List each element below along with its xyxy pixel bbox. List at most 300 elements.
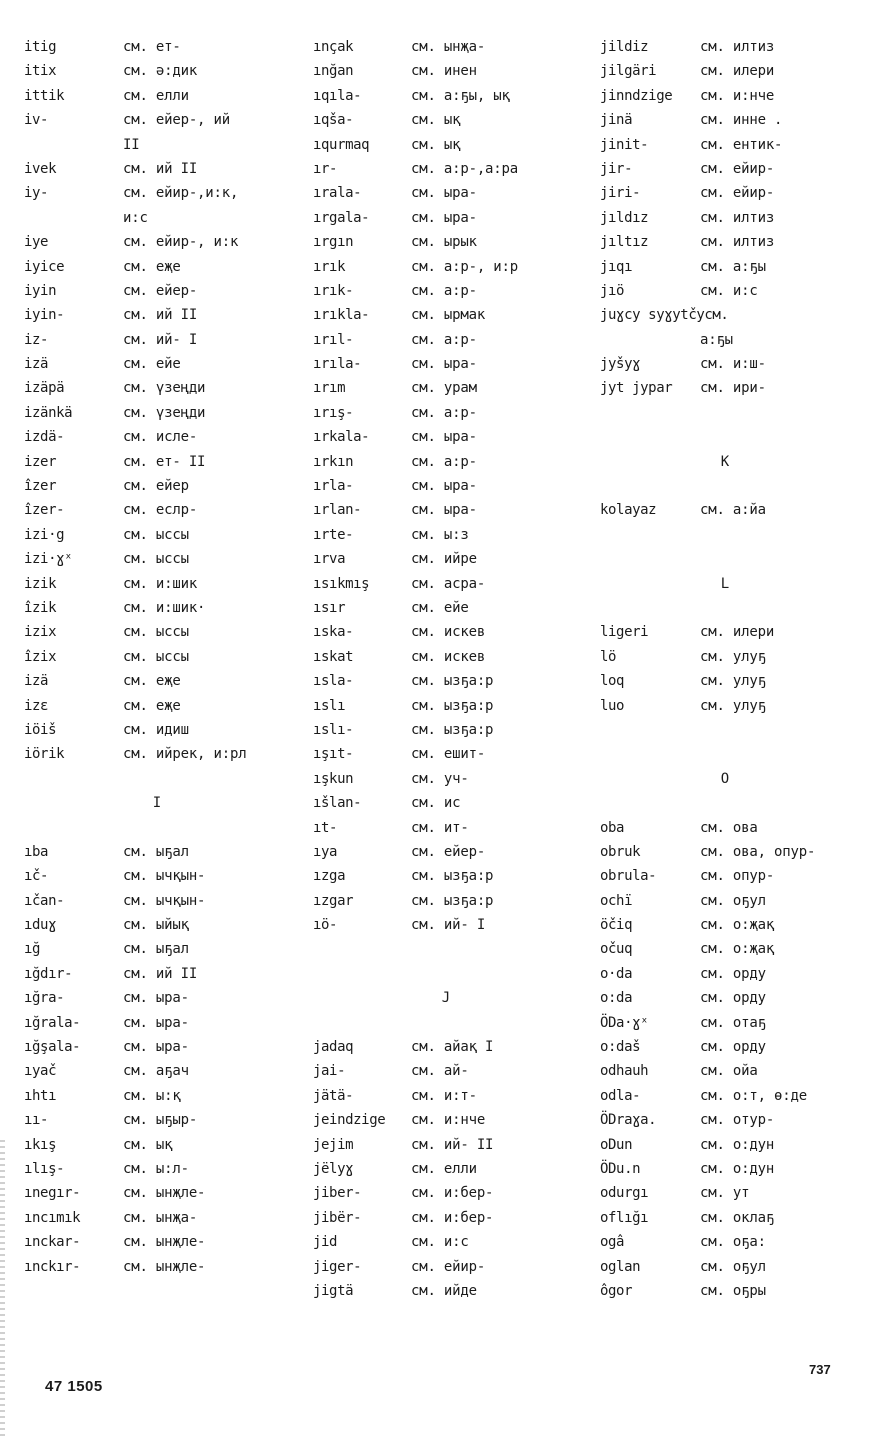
entry-cross-reference: см. еҗе — [123, 673, 181, 690]
entry-headword: ığ — [24, 941, 41, 958]
dictionary-entry — [313, 889, 579, 913]
entry-cross-reference: см. ий- II — [411, 1136, 494, 1153]
entry-cross-reference: см. о:дун — [700, 1136, 775, 1153]
dictionary-entry — [600, 425, 850, 449]
entry-cross-reference: см. ыссы — [123, 551, 189, 568]
entry-cross-reference: см. ейир-, и:к — [123, 234, 239, 251]
dictionary-entry — [600, 376, 850, 400]
dictionary-entry — [24, 255, 290, 279]
section-heading-row — [600, 572, 850, 596]
entry-cross-reference: см. отур- — [700, 1112, 775, 1129]
entry-cross-reference: см. а:ҕы, ық — [411, 87, 510, 104]
dictionary-entry — [600, 1108, 850, 1132]
dictionary-entry — [24, 230, 290, 254]
dictionary-entry — [600, 157, 850, 181]
dictionary-entry — [600, 1255, 850, 1279]
entry-headword: ıqıla- — [313, 87, 362, 104]
dictionary-entry — [600, 694, 850, 718]
entry-cross-reference: см. илтиз — [700, 209, 775, 226]
dictionary-column-2 — [313, 35, 579, 1303]
entry-cross-reference: см. ейер-, ий — [123, 112, 230, 129]
dictionary-entry — [24, 133, 290, 157]
entry-cross-reference: см. ынҗле- — [123, 1234, 206, 1251]
entry-cross-reference: см. ейе — [123, 356, 181, 373]
entry-cross-reference: см. үзеңди — [123, 380, 206, 397]
entry-headword: jir- — [600, 160, 633, 177]
entry-headword: ıslı — [313, 697, 346, 714]
entry-cross-reference: см. и:нче — [700, 87, 775, 104]
dictionary-entry — [313, 962, 579, 986]
dictionary-entry — [313, 694, 579, 718]
entry-headword: jıltız — [600, 234, 649, 251]
entry-headword: ochï — [600, 892, 633, 909]
entry-cross-reference: см. оҕа: — [700, 1234, 766, 1251]
entry-headword: itix — [24, 63, 57, 80]
dictionary-entry — [600, 1035, 850, 1059]
entry-headword: luo — [600, 697, 625, 714]
entry-cross-reference: см. ыра- — [411, 209, 477, 226]
entry-headword: ırık- — [313, 282, 354, 299]
entry-cross-reference: см. ынҗа- — [123, 1209, 198, 1226]
entry-headword: ıskat — [313, 648, 354, 665]
entry-cross-reference: см. ық — [411, 136, 461, 153]
entry-cross-reference: см. оҕул — [700, 892, 766, 909]
entry-cross-reference: см. а:р- — [411, 282, 477, 299]
entry-headword: izix — [24, 624, 57, 641]
entry-cross-reference: см. илтиз — [700, 39, 775, 55]
entry-headword: iyin — [24, 282, 57, 299]
entry-headword: jid — [313, 1234, 338, 1251]
entry-cross-reference: см. ейер — [123, 478, 189, 495]
dictionary-entry — [313, 620, 579, 644]
dictionary-entry — [313, 1255, 579, 1279]
dictionary-entry — [600, 352, 850, 376]
entry-headword: ittik — [24, 87, 65, 104]
dictionary-entry — [24, 425, 290, 449]
dictionary-entry — [313, 840, 579, 864]
entry-headword: ıduɣ — [24, 917, 57, 934]
entry-headword: očuq — [600, 941, 633, 958]
entry-headword: ıt- — [313, 819, 338, 836]
dictionary-entry — [600, 206, 850, 230]
dictionary-entry — [24, 279, 290, 303]
entry-headword: jadaq — [313, 1039, 354, 1056]
dictionary-entry — [313, 816, 579, 840]
entry-headword: ırva — [313, 551, 346, 568]
dictionary-entry — [600, 523, 850, 547]
entry-headword: ırte- — [313, 526, 354, 543]
entry-cross-reference: см. ыссы — [123, 648, 189, 665]
entry-cross-reference: см. ыра- — [123, 990, 189, 1007]
dictionary-entry — [600, 596, 850, 620]
dictionary-entry — [600, 889, 850, 913]
entry-cross-reference: см. ыра- — [411, 429, 477, 446]
dictionary-entry — [313, 1084, 579, 1108]
entry-headword: ıba — [24, 843, 49, 860]
dictionary-entry — [24, 718, 290, 742]
entry-headword: jeindzige — [313, 1112, 386, 1129]
entry-cross-reference: см. ейир- — [411, 1258, 486, 1275]
dictionary-entry — [24, 962, 290, 986]
entry-cross-reference: см. ә:дик — [123, 63, 198, 80]
entry-cross-reference: см. и:бер- — [411, 1209, 494, 1226]
dictionary-entry — [24, 742, 290, 766]
dictionary-entry — [24, 59, 290, 83]
entry-headword: iyin- — [24, 307, 65, 324]
dictionary-entry — [313, 230, 579, 254]
entry-headword: ırlan- — [313, 502, 362, 519]
entry-headword: jyt jypar — [600, 380, 673, 397]
entry-headword: jibër- — [313, 1209, 362, 1226]
entry-headword: izänkä — [24, 404, 73, 421]
entry-cross-reference: см. ычқын- — [123, 892, 206, 909]
dictionary-entry — [313, 1133, 579, 1157]
dictionary-entry — [600, 230, 850, 254]
entry-cross-reference: см. ы:л- — [123, 1160, 189, 1177]
dictionary-entry — [24, 1108, 290, 1132]
entry-cross-reference: см. и:с — [411, 1234, 469, 1251]
entry-headword: oDun — [600, 1136, 633, 1153]
entry-headword: lö — [600, 648, 617, 665]
entry-headword: îzer — [24, 478, 57, 495]
entry-cross-reference: см. ова, опур- — [700, 843, 816, 860]
dictionary-entry — [313, 279, 579, 303]
entry-cross-reference: см. ий II — [123, 307, 198, 324]
entry-cross-reference: см. ынҗле- — [123, 1185, 206, 1202]
entry-headword: ıslı- — [313, 721, 354, 738]
dictionary-entry — [313, 1011, 579, 1035]
dictionary-entry — [24, 645, 290, 669]
dictionary-entry — [24, 864, 290, 888]
entry-headword: ıya — [313, 843, 338, 860]
entry-headword: iv- — [24, 112, 49, 129]
dictionary-entry — [600, 279, 850, 303]
section-heading-row — [600, 767, 850, 791]
scan-edge-artifact — [0, 1140, 5, 1440]
entry-headword: ogâ — [600, 1234, 625, 1251]
dictionary-entry — [600, 742, 850, 766]
entry-cross-reference: см. ешит- — [411, 746, 486, 763]
dictionary-entry — [24, 913, 290, 937]
entry-cross-reference: см. оҕул — [700, 1258, 766, 1275]
entry-headword: ıč- — [24, 868, 49, 885]
entry-headword: jinit- — [600, 136, 649, 153]
dictionary-entry — [24, 328, 290, 352]
entry-headword: izi·ɣˣ — [24, 551, 73, 568]
dictionary-entry — [313, 1157, 579, 1181]
entry-cross-reference: см. а:йа — [700, 502, 766, 519]
entry-cross-reference: см. улуҕ — [700, 697, 766, 714]
entry-headword: izik — [24, 575, 57, 592]
entry-headword: iye — [24, 234, 49, 251]
entry-cross-reference: см. илери — [700, 624, 775, 641]
entry-headword: ığra- — [24, 990, 65, 1007]
dictionary-column-1 — [24, 35, 290, 1279]
dictionary-entry — [24, 986, 290, 1010]
dictionary-entry — [24, 1059, 290, 1083]
entry-cross-reference: см. ыра- — [411, 185, 477, 202]
entry-headword: îzer- — [24, 502, 65, 519]
section-letter-heading: J — [441, 990, 451, 1007]
entry-headword: jıö — [600, 282, 625, 299]
dictionary-entry — [600, 1206, 850, 1230]
section-letter-heading: I — [152, 795, 162, 812]
entry-headword: ınçak — [313, 39, 354, 55]
entry-headword: ırgın — [313, 234, 354, 251]
entry-headword: ışkun — [313, 770, 354, 787]
entry-headword: iöiš — [24, 721, 57, 738]
entry-headword: odhauh — [600, 1063, 649, 1080]
entry-cross-reference: см. ий II — [123, 160, 198, 177]
entry-headword: îzik — [24, 599, 57, 616]
entry-headword: ıčan- — [24, 892, 65, 909]
dictionary-entry — [600, 791, 850, 815]
entry-headword: ivek — [24, 160, 57, 177]
dictionary-entry — [24, 1181, 290, 1205]
entry-headword: ırıla- — [313, 356, 362, 373]
entry-headword: jiger- — [313, 1258, 362, 1275]
entry-cross-reference: см. илтиз — [700, 234, 775, 251]
entry-cross-reference: см. ай- — [411, 1063, 469, 1080]
dictionary-entry — [600, 133, 850, 157]
entry-cross-reference: см. ут — [700, 1185, 750, 1202]
entry-headword: ınegır- — [24, 1185, 81, 1202]
entry-headword: ınckar- — [24, 1234, 81, 1251]
entry-cross-reference: см. айақ I — [411, 1039, 494, 1056]
entry-headword: ırıkla- — [313, 307, 370, 324]
entry-cross-reference: см. ет- — [123, 39, 181, 55]
entry-cross-reference: см. о:җақ — [700, 917, 775, 934]
entry-headword: îzix — [24, 648, 57, 665]
dictionary-entry — [313, 352, 579, 376]
entry-cross-reference: см. ыра- — [123, 1014, 189, 1031]
entry-headword: ırkala- — [313, 429, 370, 446]
entry-cross-reference: см. ыра- — [411, 478, 477, 495]
dictionary-entry — [600, 864, 850, 888]
entry-headword: o:da — [600, 990, 633, 1007]
entry-headword: ırık — [313, 258, 346, 275]
entry-headword: odurgı — [600, 1185, 649, 1202]
entry-headword: ıska- — [313, 624, 354, 641]
entry-cross-reference: см. о:т, ө:де — [700, 1087, 807, 1104]
dictionary-entry — [600, 937, 850, 961]
dictionary-entry — [313, 864, 579, 888]
entry-cross-reference: см. инен — [411, 63, 477, 80]
dictionary-entry — [24, 1255, 290, 1279]
entry-cross-reference: см. оклаҕ — [700, 1209, 775, 1226]
dictionary-entry — [600, 35, 850, 59]
entry-cross-reference: см. и:шик· — [123, 599, 206, 616]
entry-cross-reference: см. уч- — [411, 770, 469, 787]
entry-cross-reference: см. а:р-,а:ра — [411, 160, 518, 177]
dictionary-entry — [313, 84, 579, 108]
dictionary-entry — [313, 59, 579, 83]
dictionary-entry — [24, 1011, 290, 1035]
dictionary-entry — [313, 669, 579, 693]
entry-headword: jigtä — [313, 1282, 354, 1299]
dictionary-entry — [313, 450, 579, 474]
entry-headword: oglan — [600, 1258, 641, 1275]
entry-headword: öčiq — [600, 917, 633, 934]
entry-cross-reference: см. ентик- — [700, 136, 783, 153]
dictionary-entry — [313, 742, 579, 766]
dictionary-entry — [313, 328, 579, 352]
dictionary-entry — [313, 303, 579, 327]
entry-cross-reference: см. илери — [700, 63, 775, 80]
section-letter-heading: K — [720, 453, 730, 470]
entry-cross-reference: см. улуҕ — [700, 673, 766, 690]
entry-headword: ıı- — [24, 1112, 49, 1129]
entry-cross-reference: см. опур- — [700, 868, 775, 885]
entry-headword: obruk — [600, 843, 641, 860]
entry-cross-reference: см. ық — [411, 112, 461, 129]
section-heading-row — [600, 450, 850, 474]
dictionary-entry — [313, 1279, 579, 1303]
entry-headword: izi·g — [24, 526, 65, 543]
dictionary-entry — [313, 913, 579, 937]
dictionary-entry — [24, 889, 290, 913]
entry-headword: izε — [24, 697, 49, 714]
dictionary-entry — [313, 206, 579, 230]
dictionary-entry — [24, 474, 290, 498]
entry-headword: ızgar — [313, 892, 354, 909]
entry-headword: ırkın — [313, 453, 354, 470]
entry-cross-reference: см. еслр- — [123, 502, 198, 519]
entry-cross-reference: см. улуҕ — [700, 648, 766, 665]
entry-headword: jyšyɣ — [600, 356, 641, 373]
dictionary-entry — [24, 816, 290, 840]
entry-headword: jinä — [600, 112, 633, 129]
dictionary-entry — [600, 840, 850, 864]
dictionary-entry — [24, 35, 290, 59]
entry-cross-reference: см. ынҗа- — [411, 39, 486, 55]
entry-cross-reference: см. орду — [700, 990, 766, 1007]
entry-cross-reference: см. ызҕа:р — [411, 697, 494, 714]
footer-print-code: 47 1505 — [45, 1378, 103, 1395]
dictionary-entry — [600, 1059, 850, 1083]
entry-cross-reference: см. ычқын- — [123, 868, 206, 885]
dictionary-entry — [600, 1230, 850, 1254]
entry-headword: iörik — [24, 746, 65, 763]
dictionary-entry — [600, 181, 850, 205]
entry-cross-reference: см. а:р-, и:р — [411, 258, 518, 275]
entry-cross-reference: см. а:ҕы — [700, 258, 766, 275]
dictionary-entry — [600, 1279, 850, 1303]
entry-cross-reference: см. инне . — [700, 112, 783, 129]
dictionary-entry — [313, 1108, 579, 1132]
entry-headword: iyice — [24, 258, 65, 275]
entry-headword: ırıl- — [313, 331, 354, 348]
entry-cross-reference: см. ит- — [411, 819, 469, 836]
entry-headword: juɣcy syɣytčyсм. — [600, 307, 729, 324]
entry-headword: ırış- — [313, 404, 354, 421]
entry-cross-reference: см. аҕач — [123, 1063, 189, 1080]
entry-headword: loq — [600, 673, 625, 690]
dictionary-entry — [313, 401, 579, 425]
dictionary-entry — [24, 523, 290, 547]
dictionary-entry — [24, 303, 290, 327]
entry-cross-reference: см. и:шик — [123, 575, 198, 592]
entry-headword: ırgala- — [313, 209, 370, 226]
dictionary-entry — [24, 84, 290, 108]
dictionary-entry — [313, 547, 579, 571]
dictionary-entry — [600, 328, 850, 352]
entry-cross-reference: и:с — [123, 209, 148, 226]
dictionary-entry — [313, 181, 579, 205]
entry-cross-reference: см. ыйық — [123, 917, 189, 934]
entry-cross-reference: см. ийде — [411, 1282, 477, 1299]
dictionary-entry — [24, 767, 290, 791]
dictionary-entry — [24, 669, 290, 693]
entry-headword: ıqša- — [313, 112, 354, 129]
dictionary-entry — [313, 157, 579, 181]
entry-headword: odla- — [600, 1087, 641, 1104]
entry-cross-reference: см. еҗе — [123, 697, 181, 714]
entry-headword: jätä- — [313, 1087, 354, 1104]
entry-headword: ÖDa·ɣˣ — [600, 1014, 649, 1031]
entry-cross-reference: см. елли — [411, 1160, 477, 1177]
entry-cross-reference: см. ейер- — [411, 843, 486, 860]
dictionary-entry — [313, 523, 579, 547]
entry-headword: ıšlan- — [313, 795, 362, 812]
entry-cross-reference: см. а:р- — [411, 331, 477, 348]
entry-cross-reference: см. ири- — [700, 380, 766, 397]
entry-cross-reference: II — [123, 136, 140, 153]
entry-headword: ığrala- — [24, 1014, 81, 1031]
entry-headword: jiri- — [600, 185, 641, 202]
entry-cross-reference: см. үзеңди — [123, 404, 206, 421]
entry-cross-reference: см. ызҕа:р — [411, 721, 494, 738]
entry-cross-reference: см. ы:з — [411, 526, 469, 543]
dictionary-entry — [24, 498, 290, 522]
entry-headword: ınğan — [313, 63, 354, 80]
entry-headword: izäpä — [24, 380, 65, 397]
dictionary-entry — [24, 937, 290, 961]
entry-cross-reference: см. ейер- — [123, 282, 198, 299]
entry-headword: itig — [24, 39, 57, 55]
entry-cross-reference: см. а:р- — [411, 404, 477, 421]
dictionary-entry — [313, 133, 579, 157]
dictionary-entry — [313, 35, 579, 59]
entry-headword: jejim — [313, 1136, 354, 1153]
entry-headword: ışıt- — [313, 746, 354, 763]
dictionary-entry — [313, 572, 579, 596]
entry-headword: o:daš — [600, 1039, 641, 1056]
entry-headword: ıyač — [24, 1063, 57, 1080]
dictionary-entry — [24, 108, 290, 132]
entry-headword: kolayaz — [600, 502, 657, 519]
entry-cross-reference: см. ызҕа:р — [411, 673, 494, 690]
entry-headword: ır- — [313, 160, 338, 177]
entry-headword: jai- — [313, 1063, 346, 1080]
dictionary-entry — [24, 376, 290, 400]
dictionary-entry — [313, 596, 579, 620]
entry-headword: jildiz — [600, 39, 649, 55]
entry-cross-reference: см. ық — [123, 1136, 173, 1153]
dictionary-entry — [24, 694, 290, 718]
page-number: 737 — [809, 1362, 831, 1377]
dictionary-entry — [600, 1084, 850, 1108]
dictionary-entry — [600, 108, 850, 132]
section-heading-row — [313, 986, 579, 1010]
section-letter-heading: L — [720, 575, 730, 592]
dictionary-entry — [600, 669, 850, 693]
entry-headword: izä — [24, 356, 49, 373]
entry-headword: ığdır- — [24, 965, 73, 982]
entry-headword: ılış- — [24, 1160, 65, 1177]
entry-cross-reference: см. отаҕ — [700, 1014, 766, 1031]
dictionary-entry — [24, 1035, 290, 1059]
